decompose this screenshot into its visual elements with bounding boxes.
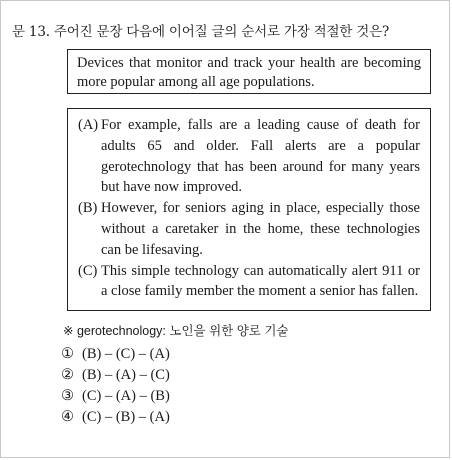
question-title: 문 13. 주어진 문장 다음에 이어질 글의 순서로 가장 적절한 것은? <box>12 24 390 40</box>
intro-sentence: Devices that monitor and track your health are becoming more popular among all age populations. <box>77 55 421 90</box>
passage-b-text: However, for seniors aging in place, especially those without a caretaker in the home, these technologies can be lifesaving. <box>101 200 420 258</box>
choice-3[interactable] <box>61 386 170 407</box>
passage-c-text: This simple technology can automatically alert 911 or a close family member the moment a senior has fallen. <box>101 262 420 300</box>
choice-2-number: ② <box>61 367 74 383</box>
answer-choices <box>61 344 170 428</box>
passage-a-text: For example, falls are a leading cause of death for adults 65 and older. Fall alerts are a popular gerotechnology that has been around for many years but have now improved. <box>101 117 420 196</box>
vocabulary-note: ※ gerotechnology: 노인을 위한 양로 기술 <box>63 324 289 338</box>
passages-box <box>67 108 431 311</box>
passage-b <box>78 198 420 260</box>
choice-3-number: ③ <box>61 388 74 404</box>
passage-b-mark: (B) <box>78 200 98 217</box>
choice-2-text: (B) – (A) – (C) <box>82 367 170 383</box>
passage-a <box>78 115 420 198</box>
passage-c <box>78 261 420 303</box>
choice-1-text: (B) – (C) – (A) <box>82 346 170 362</box>
passage-c-mark: (C) <box>78 262 98 279</box>
choice-4[interactable] <box>61 407 170 428</box>
choice-4-text: (C) – (B) – (A) <box>82 409 170 425</box>
choice-4-number: ④ <box>61 409 74 425</box>
choice-1[interactable] <box>61 344 170 365</box>
intro-sentence-box <box>67 49 431 94</box>
choice-2[interactable] <box>61 365 170 386</box>
passage-a-mark: (A) <box>78 117 99 133</box>
choice-1-number: ① <box>61 346 74 362</box>
choice-3-text: (C) – (A) – (B) <box>82 388 170 404</box>
